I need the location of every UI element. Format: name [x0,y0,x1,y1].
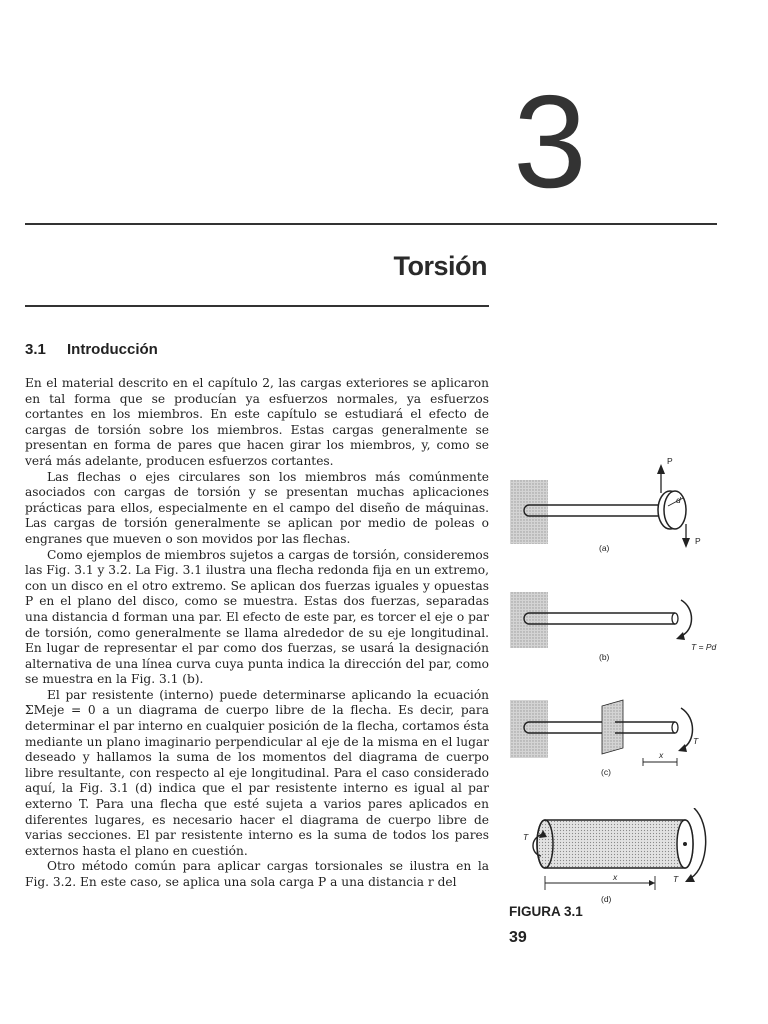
panel-d-torque-left: T [523,832,529,842]
panel-d-distance: x [613,872,618,882]
panel-c-distance: x [659,750,664,760]
top-rule [25,223,717,225]
paragraph-1: En el material descrito en el capítulo 2, las cargas exteriores se aplicaron en tal forma que se producían ya esfuerzos normales, ya esfuerzos cortantes en los miembros. En este capítulo se estudiará el efecto de cargas de torsión sobre los miembros. Estas cargas generalmente se presentan en forma de pares que hacen girar los miembros, y, como se verá más adelante, producen esfuerzos cortantes. [25,376,489,468]
paragraph-5: Otro método común para aplicar cargas torsionales se ilustra en la Fig. 3.2. En este caso, se aplica una sola carga P a una distancia r del [25,859,489,889]
panel-b-torque: T = Pd [691,642,717,652]
panel-d-label: (d) [601,894,612,904]
panel-c-torque: T [693,736,699,746]
section-heading [25,338,445,362]
paragraph-3: Como ejemplos de miembros sujetos a cargas de torsión, consideremos las Fig. 3.1 y 3.2. La Fig. 3.1 ilustra una flecha redonda fija en un extremo, con un disco en el otro extremo. Se aplican dos fuerzas iguales y opuestas P en el plano del disco, como se muestra. Estas dos fuerzas, separadas una distancia d forman una par. El efecto de este par, es torcer el eje o par de torsión, como generalmente se llama alrededor de su eje longitudinal. En lugar de representar el par como dos fuerzas, se usará la designación alternativa de una línea curva cuya punta indica la dirección del par, como se muestra en la Fig. 3.1 (b). [25,547,489,687]
page-number: 39 [509,929,527,946]
figure-panel-c [505,698,730,783]
section-title: Introducción [67,341,158,358]
figure-panel-d [505,808,730,904]
figure-panel-b [505,586,730,666]
panel-a-force-bottom: P [695,536,701,546]
section-number: 3.1 [25,341,46,358]
panel-d-torque-right: T [673,874,679,884]
panel-a-label: (a) [599,543,610,553]
figure-caption: FIGURA 3.1 [509,904,583,919]
paragraph-2: Las flechas o ejes circulares son los miembros más comúnmente asociados con cargas de torsión y se presentan muchas aplicaciones prácticas para ellos, especialmente en el campo del diseño de máquinas. Las cargas de torsión generalmente se aplican por medio de poleas o engranes que mueven o son movidos por las flechas. [25,469,489,546]
chapter-title: Torsión [393,251,487,281]
panel-c-label: (c) [601,767,611,777]
panel-b-label: (b) [599,652,610,662]
body-text [25,376,489,891]
paragraph-4: El par resistente (interno) puede determinarse aplicando la ecuación ΣMeje = 0 a un diagrama de cuerpo libre de la flecha. Es decir, para determinar el par interno en cualquier posición de la flecha, cortamos ésta mediante un plano imaginario perpendicular al eje de la misma en el lugar deseado y hallamos la suma de los momentos del diagrama de cuerpo libre resultante, con respecto al eje longitudinal. Para el caso considerado aquí, la Fig. 3.1 (d) indica que el par resistente interno es igual al par externo T. Para una flecha que esté sujeta a varios pares aplicados en diferentes lugares, es necesario hacer el diagrama de cuerpo libre de varias secciones. El par resistente interno es la suma de todos los pares externos hasta el plano en cuestión. [25,687,489,858]
figure-panel-a [505,456,730,562]
panel-a-force-top: P [667,456,673,466]
panel-a-diameter: d [676,495,681,505]
title-rule [25,305,489,307]
chapter-number: 3 [513,68,587,215]
